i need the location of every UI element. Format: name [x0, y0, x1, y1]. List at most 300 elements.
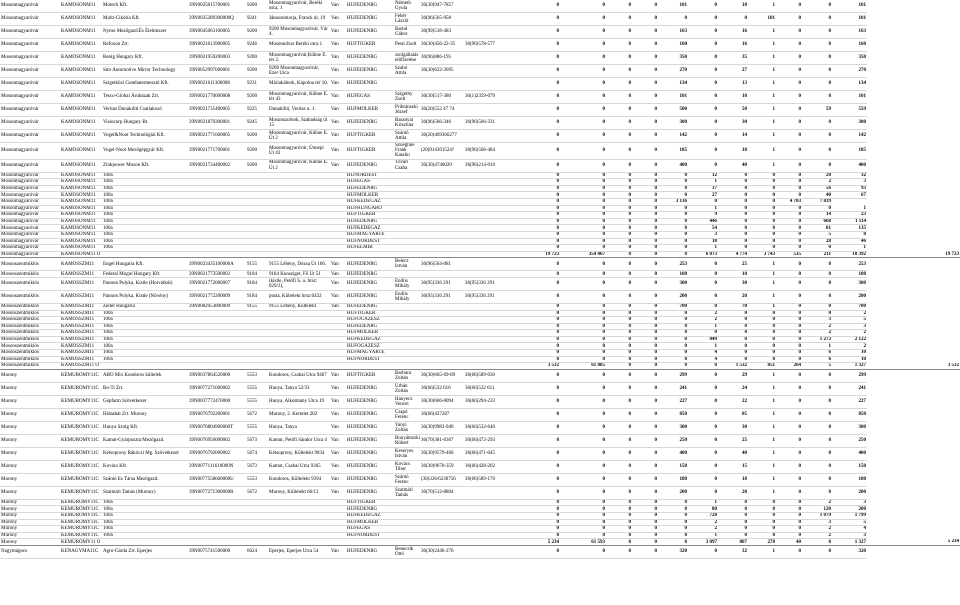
table-cell	[464, 26, 508, 39]
table-cell	[420, 317, 464, 324]
table-row	[0, 506, 960, 513]
table-cell	[464, 185, 508, 192]
table-cell	[188, 343, 246, 350]
table-cell: Mosonmagyaróvár	[0, 225, 60, 232]
table-cell: 0	[776, 52, 802, 65]
table-cell: 0	[776, 460, 802, 473]
table-cell: 3 743	[748, 251, 776, 258]
table-cell: Van	[330, 395, 346, 408]
table-cell: 0	[632, 143, 658, 160]
table-cell: 0	[606, 52, 632, 65]
table-cell	[188, 336, 246, 343]
table-cell: 0	[776, 317, 802, 324]
table-cell: 59	[802, 104, 832, 117]
table-cell: Van	[330, 303, 346, 310]
table-cell: 0	[606, 421, 632, 434]
table-cell: 180	[658, 473, 688, 486]
table-cell: 0	[512, 310, 560, 317]
table-cell: 0	[748, 310, 776, 317]
table-cell: 0	[560, 117, 606, 130]
table-cell	[464, 343, 508, 350]
table-cell: Engel Hungaria Kft.	[102, 258, 188, 271]
table-cell	[464, 172, 508, 179]
table-cell: 0	[606, 317, 632, 324]
table-cell: HUFEDENRG	[346, 290, 394, 303]
table-cell: KENAGYMA11C	[60, 546, 102, 559]
table-cell	[394, 78, 420, 91]
table-cell: 0	[776, 499, 802, 506]
table-cell: KAMOSONM11	[60, 172, 102, 179]
table-cell: 0	[718, 310, 748, 317]
table-cell: 400	[658, 447, 688, 460]
table-cell: KAMOSONM11	[60, 179, 102, 186]
table-cell: 0	[688, 395, 718, 408]
table-cell: 0	[718, 185, 748, 192]
table-cell: Van	[330, 486, 346, 499]
table-cell: 0	[688, 26, 718, 39]
table-cell	[188, 238, 246, 245]
table-cell: 0	[606, 434, 632, 447]
table-row	[0, 238, 960, 245]
table-cell: 0	[512, 486, 560, 499]
table-cell: 0	[512, 78, 560, 91]
table-cell: KAMOSSZM11	[60, 258, 102, 271]
table-cell: 0	[632, 323, 658, 330]
table-cell: 39N0021870300001	[188, 117, 246, 130]
table-cell: Mosonszolnok, Szabadság út 15	[268, 117, 330, 130]
table-row	[0, 277, 960, 290]
table-cell: Mosonmagyaróvár	[0, 0, 60, 13]
table-cell: 0	[776, 323, 802, 330]
table-cell: 2	[688, 317, 718, 324]
table-cell: 446	[688, 218, 718, 225]
table-cell: 0	[512, 447, 560, 460]
table-cell: 1	[832, 205, 867, 212]
table-cell	[464, 526, 508, 533]
table-cell: 0	[632, 421, 658, 434]
table-cell: 0	[512, 245, 560, 252]
table-row	[0, 526, 960, 533]
table-cell: 0	[776, 117, 802, 130]
table-cell	[268, 212, 330, 219]
table-cell: 0	[512, 172, 560, 179]
table-cell: 0	[748, 519, 776, 526]
table-cell: 0	[606, 39, 632, 52]
table-cell: 100a	[102, 350, 188, 357]
table-cell: 14	[718, 130, 748, 143]
table-cell	[464, 212, 508, 219]
table-cell	[330, 231, 346, 238]
table-cell: Szatmári Tamás (Murony)	[102, 486, 188, 499]
table-cell: 2	[688, 310, 718, 317]
table-cell	[268, 225, 330, 232]
table-cell: 1	[688, 532, 718, 539]
table-cell: 0	[776, 13, 802, 26]
table-row	[0, 303, 960, 310]
table-cell: 134	[658, 78, 688, 91]
table-cell	[420, 198, 464, 205]
table-cell: 0	[802, 290, 832, 303]
table-cell: 0	[606, 245, 632, 252]
table-cell	[420, 251, 464, 258]
table-cell: HUFMAGYARTE	[346, 231, 394, 238]
table-cell: Kondoros, Kültelekt 9394	[268, 473, 330, 486]
table-cell: Pribránszki József	[394, 104, 420, 117]
table-cell: 0	[802, 245, 832, 252]
table-row	[0, 447, 960, 460]
table-cell	[420, 343, 464, 350]
table-cell	[188, 185, 246, 192]
table-cell	[268, 251, 330, 258]
table-cell	[330, 336, 346, 343]
table-cell: KEMUROMY11C	[60, 460, 102, 473]
table-cell	[246, 330, 268, 337]
table-cell: KAMOSSZM11	[60, 317, 102, 324]
table-cell	[188, 179, 246, 186]
table-cell: 0	[512, 179, 560, 186]
table-cell: 0	[512, 212, 560, 219]
table-cell: HUFTIGKER	[346, 130, 394, 143]
table-cell	[394, 330, 420, 337]
table-cell	[420, 526, 464, 533]
table-cell: 1	[748, 104, 776, 117]
table-cell: KAMOSONM11	[60, 192, 102, 199]
table-cell: 29	[718, 369, 748, 382]
table-cell: 1 799	[832, 513, 867, 520]
table-cell: 1	[748, 39, 776, 52]
table-cell	[188, 526, 246, 533]
table-cell: 10	[832, 350, 867, 357]
table-cell	[420, 323, 464, 330]
table-cell: 0	[802, 13, 832, 26]
table-cell: 5	[802, 231, 832, 238]
table-cell: 0	[658, 172, 688, 179]
table-cell	[330, 539, 346, 546]
table-cell: HUFEDENRG	[346, 271, 394, 278]
table-cell: 35	[718, 52, 748, 65]
table-cell: 108	[658, 271, 688, 278]
table-row	[0, 192, 960, 199]
table-cell	[246, 172, 268, 179]
table-cell: 0	[560, 343, 606, 350]
table-cell: 0	[802, 382, 832, 395]
table-cell: 3	[832, 499, 867, 506]
table-cell: 320	[658, 546, 688, 559]
table-cell	[420, 78, 464, 91]
table-cell: KAMOSONM11	[60, 205, 102, 212]
table-cell: 0	[802, 395, 832, 408]
table-row	[0, 143, 960, 160]
table-cell: 36(66)589-170	[464, 473, 508, 486]
table-cell: Mosonmagyaróvár	[0, 192, 60, 199]
table-cell	[464, 0, 508, 13]
table-cell: 37	[688, 185, 718, 192]
table-cell: 142	[832, 130, 867, 143]
table-cell: 535	[776, 251, 802, 258]
table-cell	[420, 519, 464, 526]
table-cell: 0	[688, 258, 718, 271]
table-cell: 700	[832, 303, 867, 310]
table-cell: 0	[776, 350, 802, 357]
table-cell: 0	[802, 303, 832, 310]
table-row	[0, 39, 960, 52]
table-cell: 0	[776, 303, 802, 310]
table-cell: HUFTIGKER	[346, 310, 394, 317]
table-cell: 0	[606, 238, 632, 245]
table-cell: Szoeghné Frank Katalin	[394, 143, 420, 160]
table-cell: 0	[512, 277, 560, 290]
table-cell: 1	[832, 245, 867, 252]
table-cell	[464, 78, 508, 91]
table-cell: 0	[560, 130, 606, 143]
table-cell	[464, 251, 508, 258]
table-cell: 100a	[102, 205, 188, 212]
table-cell: Baranyai Krisztina	[394, 117, 420, 130]
table-cell: 0	[776, 395, 802, 408]
table-cell: 0	[606, 343, 632, 350]
table-cell: Van	[330, 473, 346, 486]
table-cell: 559	[832, 104, 867, 117]
table-cell: HUFEDENRG	[346, 506, 394, 513]
table-cell: Mosonmagyaróvár	[0, 172, 60, 179]
table-cell: 0	[718, 225, 748, 232]
table-cell: Murony	[0, 434, 60, 447]
table-cell: 160	[832, 39, 867, 52]
table-cell: 100a	[102, 506, 188, 513]
table-cell: 36(66)472-293	[464, 434, 508, 447]
table-row	[0, 343, 960, 350]
table-cell: 9155	[246, 303, 268, 310]
table-cell: 0	[560, 26, 606, 39]
table-cell: KEMUROMY11C	[60, 395, 102, 408]
table-cell: 0	[776, 356, 802, 363]
table-cell	[464, 486, 508, 499]
table-cell: 0	[560, 323, 606, 330]
subtotal-row	[0, 363, 960, 370]
table-cell: 27	[718, 65, 748, 78]
table-cell: 39N0076804900000T	[188, 421, 246, 434]
table-cell: 0	[606, 303, 632, 310]
table-cell: 1	[748, 460, 776, 473]
table-cell: 0	[560, 513, 606, 520]
table-cell: 0	[560, 245, 606, 252]
table-cell: 9200	[246, 0, 268, 13]
table-cell: 0	[560, 395, 606, 408]
table-cell	[464, 336, 508, 343]
table-cell	[394, 245, 420, 252]
table-cell: 0	[512, 143, 560, 160]
table-cell: 0	[776, 506, 802, 513]
table-cell: Kamut, Petőfi Sándor Utca 4	[268, 434, 330, 447]
table-cell	[464, 310, 508, 317]
table-cell: 0	[632, 408, 658, 421]
table-cell: 5672	[246, 408, 268, 421]
table-cell: 0	[658, 506, 688, 513]
table-cell: 0	[802, 369, 832, 382]
table-cell: 1 532	[718, 363, 748, 370]
table-cell: KAMOSONM11	[60, 52, 102, 65]
table-cell: 0	[560, 434, 606, 447]
table-cell: 0	[802, 539, 832, 546]
table-cell: 241	[832, 382, 867, 395]
table-cell: 1 079	[802, 513, 832, 520]
table-cell: 200	[832, 506, 867, 513]
table-cell: 100a	[102, 185, 188, 192]
table-row	[0, 225, 960, 232]
table-cell	[246, 212, 268, 219]
table-cell: 39N0021773500002	[188, 271, 246, 278]
table-cell: HUFOGAZESZ	[346, 343, 394, 350]
table-cell: Mosonmagyaróvár	[0, 91, 60, 104]
table-cell: 9200	[246, 65, 268, 78]
table-cell: Mosonszentmiklós	[0, 277, 60, 290]
table-cell: 0	[748, 350, 776, 357]
table-cell: 0	[560, 310, 606, 317]
table-cell: Zinkpower Moson Kft.	[102, 159, 188, 172]
table-cell: 0	[512, 317, 560, 324]
subtotal-row	[0, 539, 960, 546]
table-cell: Murony, 2. Kertelet 202	[268, 408, 330, 421]
table-cell: Mosonmagyaróvár	[0, 130, 60, 143]
table-cell: 0	[632, 65, 658, 78]
table-cell: 0	[776, 546, 802, 559]
table-cell: 300	[832, 277, 867, 290]
table-cell: 278	[748, 539, 776, 546]
table-cell	[394, 179, 420, 186]
table-cell	[188, 539, 246, 546]
table-cell: 0	[688, 408, 718, 421]
table-cell: 0	[512, 382, 560, 395]
table-cell: KAMOSONM11	[60, 26, 102, 39]
table-cell: Kovács Kft.	[102, 460, 188, 473]
table-cell: 100a	[102, 356, 188, 363]
table-cell: 0	[802, 408, 832, 421]
table-cell: 0	[512, 13, 560, 26]
table-cell: 9155 Lébény, Dózsa Út 106.	[268, 258, 330, 271]
table-row	[0, 546, 960, 559]
table-cell: 28	[802, 238, 832, 245]
table-cell	[246, 218, 268, 225]
table-cell: 300	[832, 421, 867, 434]
table-cell: 100a	[102, 317, 188, 324]
table-cell: KAMOSSZM11	[60, 330, 102, 337]
table-cell: HUFOGAZESZ	[346, 317, 394, 324]
table-cell	[394, 310, 420, 317]
table-cell: 250	[832, 434, 867, 447]
table-cell: 0	[606, 258, 632, 271]
table-cell: 36(30)4746020	[420, 159, 464, 172]
table-cell: 0	[512, 303, 560, 310]
table-cell	[102, 363, 188, 370]
table-cell: 0	[776, 39, 802, 52]
table-cell: 0	[776, 486, 802, 499]
table-cell: 160	[658, 39, 688, 52]
table-cell: 0	[658, 205, 688, 212]
table-cell: 0	[776, 104, 802, 117]
table-cell	[464, 104, 508, 117]
table-cell: 0	[802, 460, 832, 473]
table-cell: 0	[512, 231, 560, 238]
table-cell: 0	[658, 343, 688, 350]
table-cell: 0	[748, 172, 776, 179]
table-cell: 3 097	[688, 539, 718, 546]
table-cell: 0	[632, 78, 658, 91]
table-cell	[188, 330, 246, 337]
table-cell: 0	[512, 198, 560, 205]
table-cell	[268, 350, 330, 357]
table-cell: 180	[832, 473, 867, 486]
table-cell: 0	[512, 408, 560, 421]
table-cell: Mosonmagyaróvár	[0, 52, 60, 65]
table-cell: 300	[832, 117, 867, 130]
table-cell: 0	[776, 192, 802, 199]
table-cell: 39N0075741500000	[188, 546, 246, 559]
table-cell: 0	[560, 271, 606, 278]
table-cell	[246, 363, 268, 370]
table-cell: 0	[512, 218, 560, 225]
table-cell: Murony	[0, 513, 60, 520]
table-cell: 0	[560, 91, 606, 104]
table-cell: 1	[748, 303, 776, 310]
table-cell: 0	[748, 330, 776, 337]
table-cell: 0	[606, 486, 632, 499]
table-cell: 0	[560, 499, 606, 506]
table-row	[0, 486, 960, 499]
table-cell: 0	[802, 546, 832, 559]
table-cell: 0	[658, 179, 688, 186]
table-cell	[464, 52, 508, 65]
table-cell: 0	[658, 363, 688, 370]
table-cell: 0	[802, 473, 832, 486]
table-cell: 0	[512, 185, 560, 192]
table-cell: 40	[718, 159, 748, 172]
table-cell: 0	[776, 78, 802, 91]
table-cell	[330, 185, 346, 192]
table-cell: HUFEDENRG	[346, 0, 394, 13]
table-cell: Szigethy Zsolt	[394, 91, 420, 104]
table-cell: 0	[560, 532, 606, 539]
table-cell: Van	[330, 52, 346, 65]
table-cell	[394, 343, 420, 350]
table-cell: 0	[512, 39, 560, 52]
table-row	[0, 185, 960, 192]
table-cell	[420, 499, 464, 506]
table-cell: Mosonmagyaróvár	[0, 218, 60, 225]
table-cell	[464, 231, 508, 238]
table-cell: KAMOSSZM11	[60, 336, 102, 343]
table-cell: Fehér László	[394, 13, 420, 26]
table-cell	[188, 172, 246, 179]
table-cell	[268, 506, 330, 513]
table-cell: 0	[776, 447, 802, 460]
table-cell: 10	[718, 91, 748, 104]
table-cell: 0	[632, 350, 658, 357]
table-cell: 0	[606, 310, 632, 317]
table-cell: 0	[512, 26, 560, 39]
table-cell: 30	[718, 421, 748, 434]
table-cell: 0	[560, 231, 606, 238]
table-cell: 36(30)9983-940	[420, 421, 464, 434]
table-cell	[102, 539, 188, 546]
table-cell: 0	[658, 212, 688, 219]
table-cell	[420, 513, 464, 520]
table-cell	[420, 192, 464, 199]
table-cell	[188, 245, 246, 252]
table-cell: Van	[330, 13, 346, 26]
table-cell: 0	[688, 91, 718, 104]
table-cell: Hanyecz Vencel	[394, 395, 420, 408]
table-cell: HUFEGAS	[346, 91, 394, 104]
